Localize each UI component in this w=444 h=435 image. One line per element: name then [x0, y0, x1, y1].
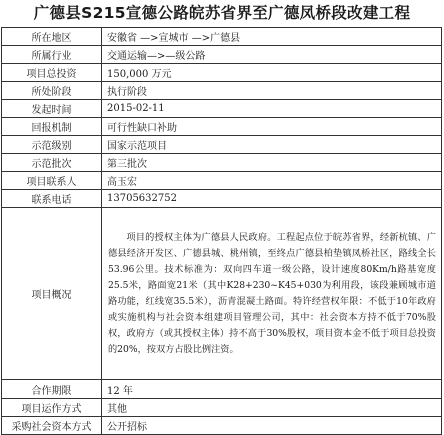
row-value: 可行性缺口补助	[102, 118, 442, 136]
table-row	[2, 380, 442, 399]
table-row	[2, 417, 442, 435]
row-label: 项目联系人	[2, 172, 102, 190]
row-label: 项目运作方式	[2, 399, 102, 417]
row-value: 150,000 万元	[102, 64, 442, 82]
table-row	[2, 136, 442, 154]
project-info-table	[1, 27, 442, 435]
row-value: 国家示范项目	[102, 136, 442, 154]
table-row	[2, 82, 442, 100]
row-value: 交通运输—>—级公路	[102, 46, 442, 64]
row-label: 项目概况	[2, 208, 102, 380]
row-label: 示范批次	[2, 154, 102, 172]
row-value: 13705632752	[102, 190, 442, 208]
row-value: 执行阶段	[102, 82, 442, 100]
row-label: 回报机制	[2, 118, 102, 136]
row-label: 所处阶段	[2, 82, 102, 100]
project-overview-text: 项目的授权主体为广德县人民政府。工程起点位于皖苏省界，经新杭镇、广德县经济开发区、广德县城、桃州镇，至终点广德县柏垫镇凤桥社区，路线全长53.96公里。技术标准为：双向四车道一级公路，设计速度80Km/h路基宽度25.5米，路面宽21米（其中K28+230~K45+030为利用段，该段兼顾城市道路功能，红线宽35.5米），沥青混凝土路面。特许经营权年限：不低于10年政府或实施机构与社会资本组建项目管理公司，其中：社会资本方持不低于70%股权，政府方（或其授权主体）持不高于30%股权，项目资本金不低于项目总投资的20%，按双方占股比例注资。	[102, 208, 442, 380]
row-label: 所在地区	[2, 28, 102, 46]
table-row	[2, 399, 442, 417]
table-row	[2, 154, 442, 172]
table-row	[2, 172, 442, 190]
table-row	[2, 46, 442, 64]
row-value: 第三批次	[102, 154, 442, 172]
table-row	[2, 190, 442, 208]
table-row	[2, 208, 442, 380]
row-label: 所属行业	[2, 46, 102, 64]
row-label: 示范级别	[2, 136, 102, 154]
row-value: 2015-02-11	[102, 100, 442, 118]
row-label: 发起时间	[2, 100, 102, 118]
row-label: 采购社会资本方式	[2, 417, 102, 435]
row-value: 高玉宏	[102, 172, 442, 190]
row-label: 合作期限	[2, 380, 102, 399]
row-value: 安徽省 —>宣城市 —>广德县	[102, 28, 442, 46]
row-label: 项目总投资	[2, 64, 102, 82]
row-value: 其他	[102, 399, 442, 417]
table-row	[2, 28, 442, 46]
row-label: 联系电话	[2, 190, 102, 208]
row-value: 公开招标	[102, 417, 442, 435]
row-value: 12 年	[102, 380, 442, 399]
document-title: 广德县S215宣德公路皖苏省界至广德凤桥段改建工程	[33, 4, 411, 22]
table-row	[2, 118, 442, 136]
table-row	[2, 100, 442, 118]
table-row	[2, 64, 442, 82]
